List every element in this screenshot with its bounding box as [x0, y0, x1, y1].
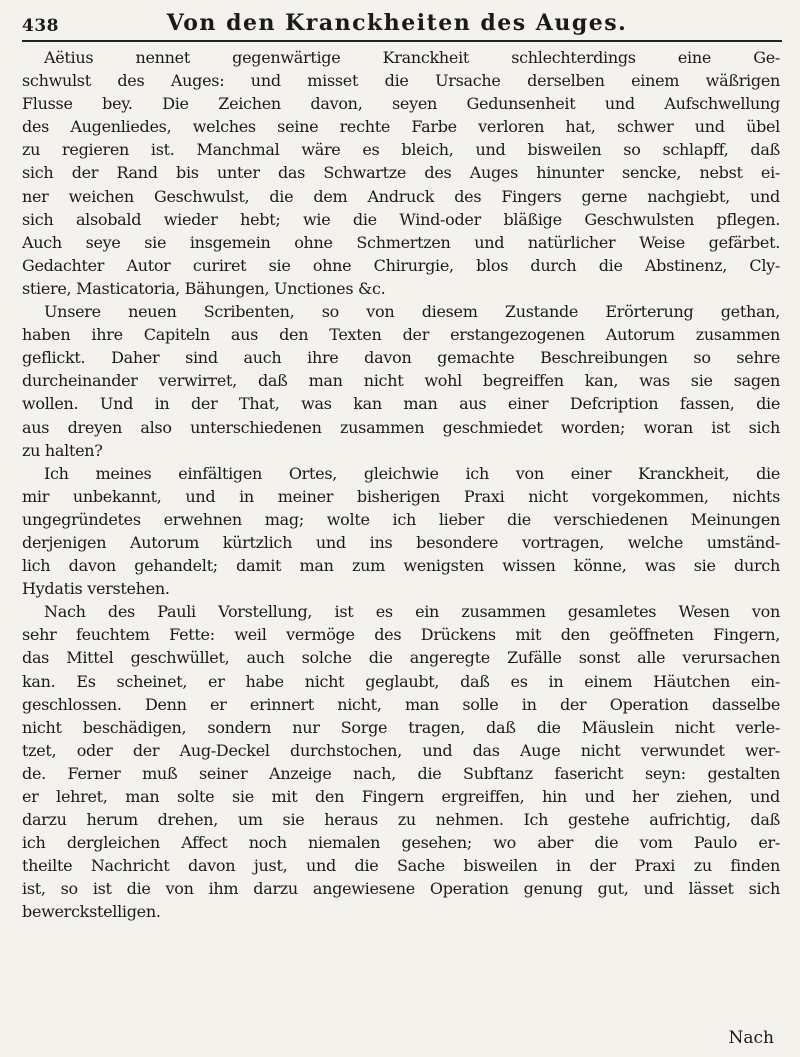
running-title: Von den Kranckheiten des Auges.: [166, 10, 628, 36]
text-line: wollen. Und in der That, was kan man aus einer Defcription fassen, die: [22, 394, 780, 414]
text-line: er lehret, man solte sie mit den Fingern ergreiffen, hin und her ziehen, und: [22, 787, 780, 806]
text-line: Gedachter Autor curiret sie ohne Chirurgie, blos durch die Abstinenz, Cly-: [22, 255, 780, 275]
text-line: theilte Nachricht davon just, und die Sache bisweilen in der Praxi zu finden: [22, 856, 780, 876]
text-line: ner weichen Geschwulst, die dem Andruck des Fingers gerne nachgiebt, und: [22, 186, 780, 206]
text-line: sich der Rand bis unter das Schwartze des Auges hinunter sencke, nebst ei-: [22, 163, 780, 183]
text-line: sich alsobald wieder hebt; wie die Wind-oder bläßige Geschwulsten pflegen.: [22, 209, 780, 229]
text-line: mir unbekannt, und in meiner bisherigen Praxi nicht vorgekommen, nichts: [22, 486, 780, 506]
text-line: durcheinander verwirret, daß man nicht wohl begreiffen kan, was sie sagen: [22, 371, 780, 391]
text-line: schwulst des Auges: und misset die Ursache derselben einem wäßrigen: [22, 71, 780, 91]
text-line: derjenigen Autorum kürtzlich und ins besondere vortragen, welche umständ-: [22, 532, 780, 552]
text-line: bewerckstelligen.: [22, 902, 161, 922]
text-line: zu halten?: [22, 440, 103, 460]
text-line: geflickt. Daher sind auch ihre davon gemachte Beschreibungen so sehre: [22, 348, 780, 368]
text-line: ich dergleichen Affect noch niemalen gesehen; wo aber die vom Paulo er-: [22, 833, 780, 853]
text-line: geschlossen. Denn er erinnert nicht, man solle in der Operation dasselbe: [22, 694, 780, 714]
page-number: 438: [22, 16, 59, 36]
text-line: Auch seye sie insgemein ohne Schmertzen und natürlicher Weise gefärbet.: [22, 232, 780, 252]
text-line: des Augenliedes, welches seine rechte Farbe verloren hat, schwer und übel: [22, 117, 780, 137]
text-line: stiere, Masticatoria, Bähungen, Unctiones &c.: [22, 278, 386, 298]
text-line: aus dreyen also unterschiedenen zusammen geschmiedet worden; woran ist sich: [22, 417, 780, 437]
text-line: Hydatis verstehen.: [22, 579, 170, 599]
text-line: Aëtius nennet gegenwärtige Kranckheit schlechterdings eine Ge-: [44, 48, 780, 67]
header-rule: [22, 40, 782, 42]
text-line: ist, so ist die von ihm darzu angewiesene Operation genung gut, und lässet sich: [22, 879, 780, 899]
text-line: Ich meines einfältigen Ortes, gleichwie ich von einer Kranckheit, die: [44, 463, 780, 483]
text-line: das Mittel geschwüllet, auch solche die angeregte Zufälle sonst alle verursachen: [22, 648, 780, 668]
body-text: [22, 46, 780, 924]
text-line: Nach des Pauli Vorstellung, ist es ein zusammen gesamletes Wesen von: [44, 602, 780, 622]
text-line: darzu herum drehen, um sie heraus zu nehmen. Ich gestehe aufrichtig, daß: [22, 810, 780, 830]
text-line: zu regieren ist. Manchmal wäre es bleich, und bisweilen so schlapff, daß: [22, 140, 780, 160]
text-line: sehr feuchtem Fette: weil vermöge des Drückens mit den geöffneten Fingern,: [22, 625, 780, 645]
catchword: Nach: [728, 1028, 774, 1048]
text-line: nicht beschädigen, sondern nur Sorge tragen, daß die Mäuslein nicht verle-: [22, 717, 780, 737]
text-line: Unsere neuen Scribenten, so von diesem Zustande Erörterung gethan,: [44, 302, 780, 322]
text-line: de. Ferner muß seiner Anzeige nach, die Subftanz fasericht seyn: gestalten: [22, 763, 780, 783]
text-line: kan. Es scheinet, er habe nicht geglaubt, daß es in einem Häutchen ein-: [22, 671, 780, 691]
text-line: haben ihre Capiteln aus den Texten der erstangezogenen Autorum zusammen: [22, 325, 780, 345]
text-line: tzet, oder der Aug-Deckel durchstochen, und das Auge nicht verwundet wer-: [22, 740, 780, 760]
text-line: lich davon gehandelt; damit man zum wenigsten wissen könne, was sie durch: [22, 556, 780, 576]
text-line: Flusse bey. Die Zeichen davon, seyen Gedunsenheit und Aufschwellung: [22, 94, 780, 114]
text-line: ungegründetes erwehnen mag; wolte ich lieber die verschiedenen Meinungen: [22, 509, 780, 529]
page-header: [22, 8, 782, 36]
